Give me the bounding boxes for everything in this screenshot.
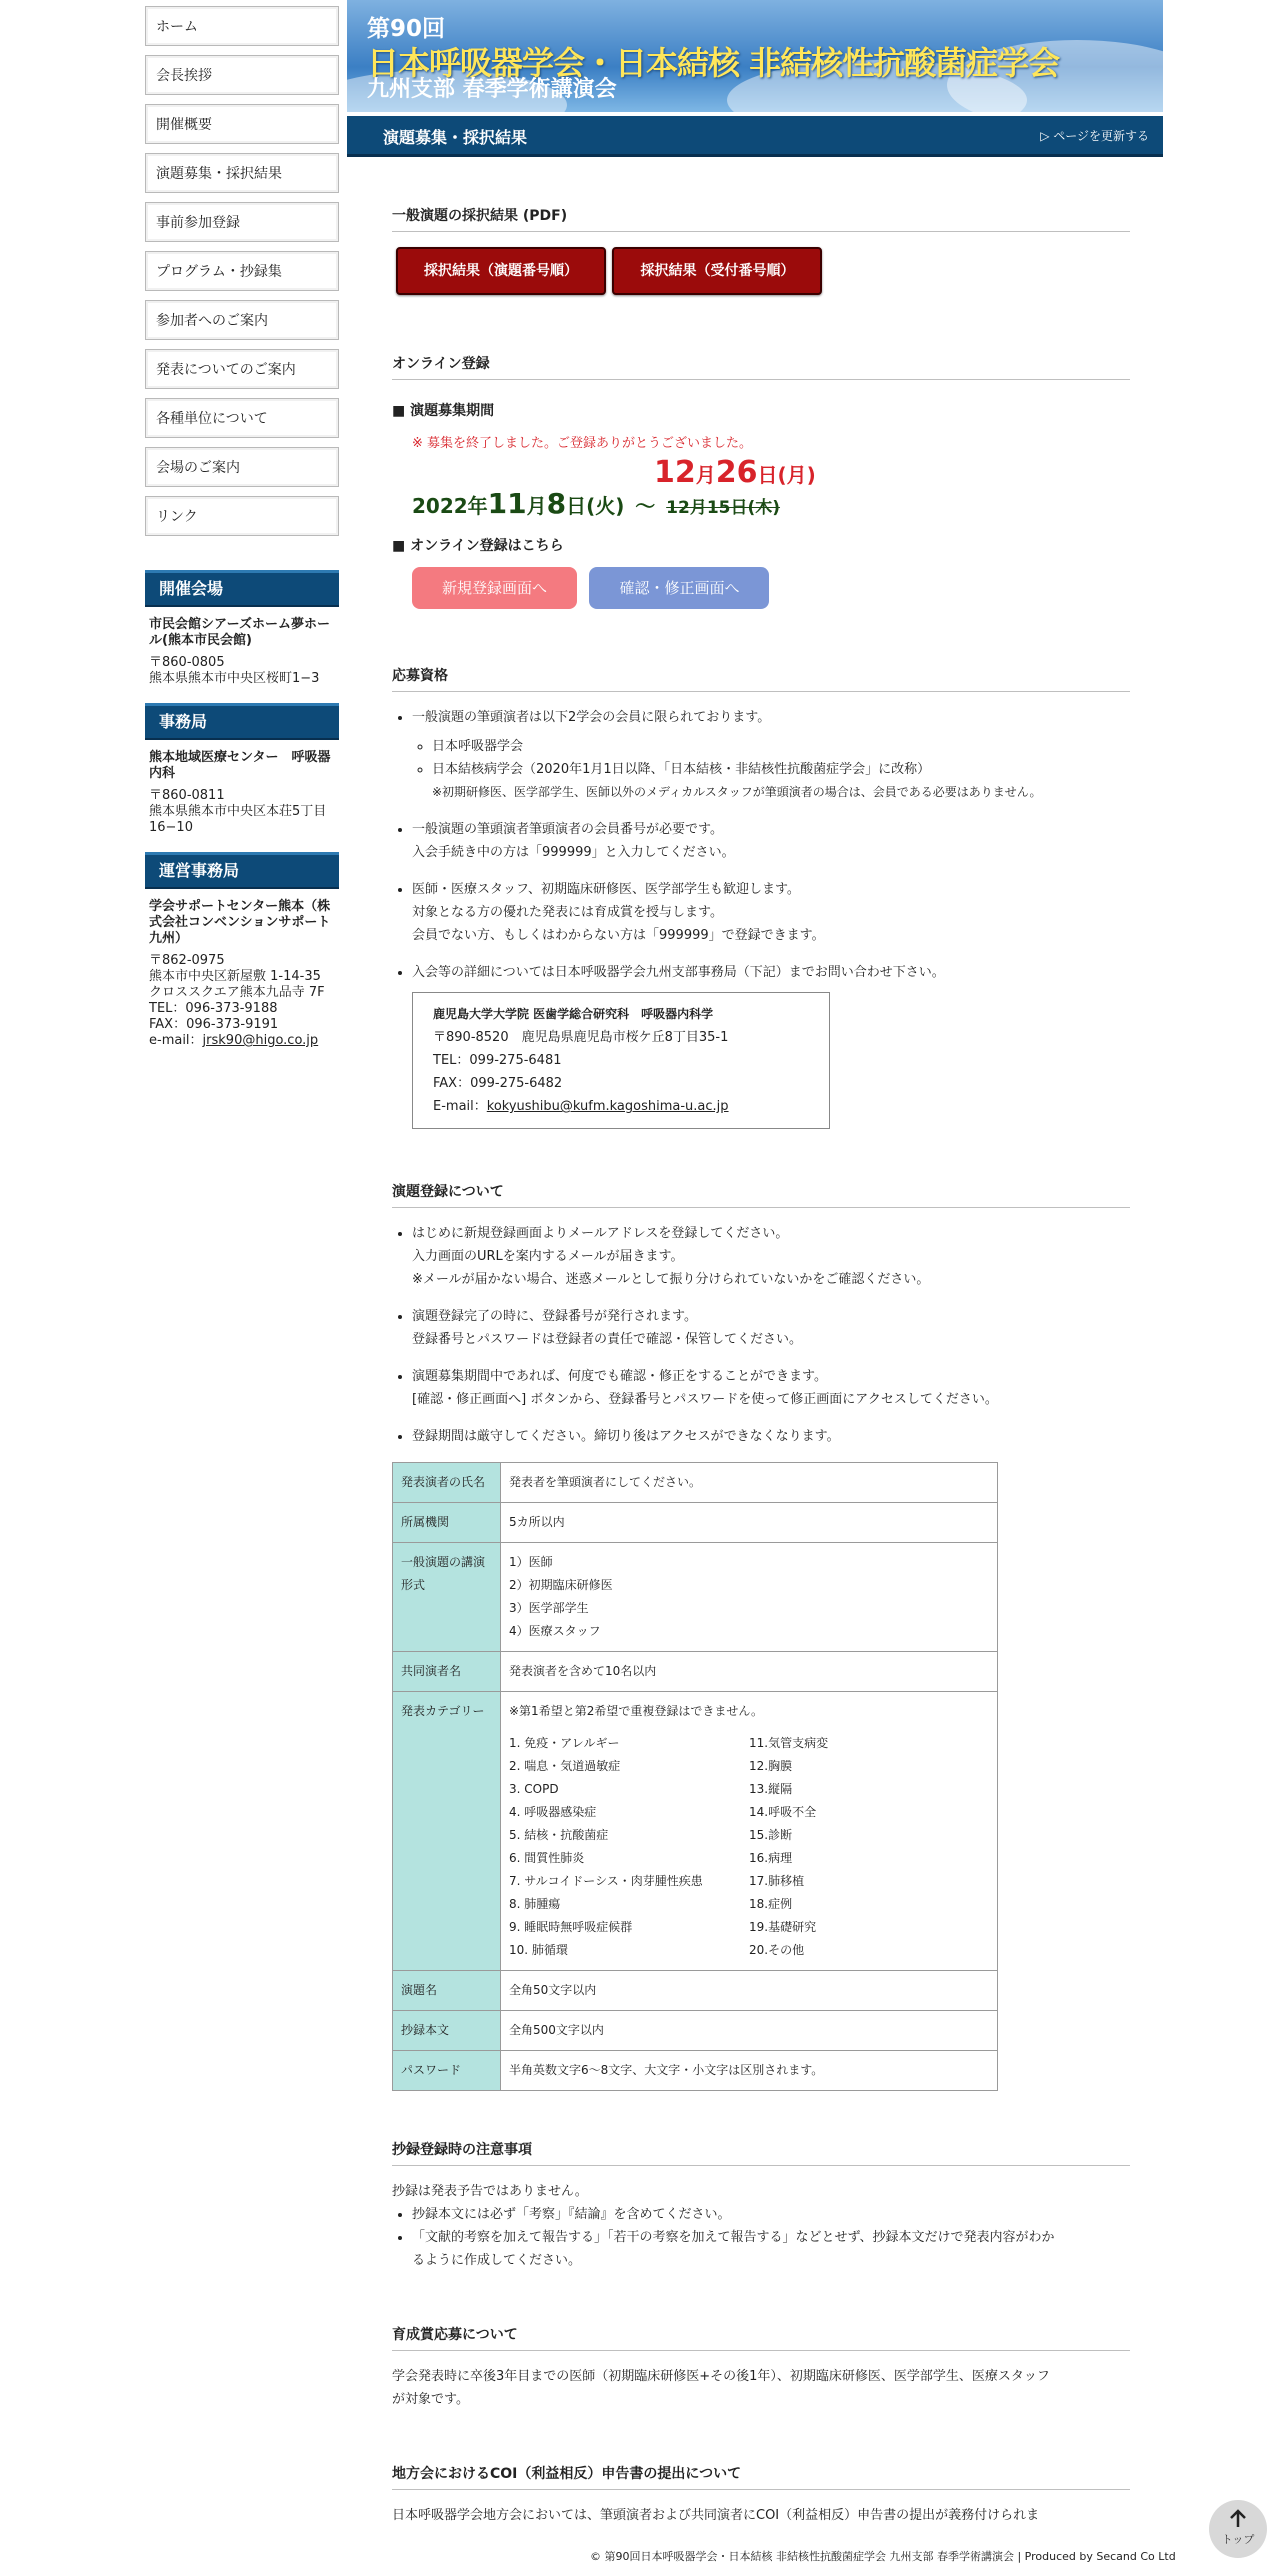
eligibility-b2-line1: 一般演題の筆頭演者筆頭演者の会員番号が必要です。 (412, 822, 723, 837)
secretariat-heading: 事務局 (145, 703, 339, 740)
member-note: ※初期研修医、医学部学生、医師以外のメディカルスタッフが筆頭演者の場合は、会員である必要はありません。 (432, 785, 1042, 799)
operations-building: クロススクエア熊本九品寺 7F (149, 985, 325, 1000)
coauthors-value: 発表演者を含めて10名以内 (501, 1652, 998, 1692)
page-title: 演題募集・採択結果 (383, 128, 528, 147)
category-item: 20.その他 (749, 1943, 805, 1957)
category-value (501, 1692, 998, 1971)
registration-b4: 登録期間は厳守してください。締切り後はアクセスができなくなります。 (412, 1429, 840, 1444)
registration-b2-line2: 登録番号とパスワードは登録者の責任で確認・保管してください。 (412, 1332, 803, 1347)
category-item: 17.肺移植 (749, 1874, 805, 1888)
abstract-notes-intro: 抄録は発表予告ではありません。 (392, 2184, 588, 2199)
closed-notice: ※ 募集を終了しました。ご登録ありがとうございました。 (412, 436, 753, 451)
registration-b1-line1: はじめに新規登録画面よりメールアドレスを登録してください。 (412, 1226, 789, 1241)
table-row (393, 2011, 998, 2051)
password-value: 半角英数文字6～8文字、大文字・小文字は区別されます。 (501, 2051, 998, 2091)
category-note: ※第1希望と第2希望で重複登録はできません。 (509, 1704, 764, 1718)
old-end-date: 12月15日(木) (666, 498, 781, 518)
operations-address: 熊本市中央区新屋敷 1-14-35 (149, 969, 321, 984)
list-item (412, 818, 1130, 864)
category-item: 8. 肺腫瘍 (509, 1897, 561, 1911)
table-row (393, 1543, 998, 1652)
new-weekday: (月) (777, 463, 816, 487)
venue-info (145, 607, 339, 689)
category-label: 発表カテゴリー (393, 1692, 501, 1971)
contact-email-label: E-mail： (433, 1099, 487, 1114)
affiliation-label: 所属機関 (393, 1503, 501, 1543)
title-value: 全角50文字以内 (501, 1971, 998, 2011)
operations-email-row (149, 1033, 335, 1049)
category-item: 9. 睡眠時無呼吸症候群 (509, 1920, 633, 1934)
coauthors-label: 共同演者名 (393, 1652, 501, 1692)
results-heading: 一般演題の採択結果 (PDF) (392, 205, 1130, 232)
society-list (412, 735, 1130, 804)
header-subtitle: 九州支部 春季学術講演会 (367, 77, 617, 102)
contact-name: 鹿児島大学大学院 医歯学総合研究科 呼吸器内科学 (433, 1007, 714, 1021)
award-line1: 学会発表時に卒後3年目までの医師（初期臨床研修医+その後1年）、初期臨床研修医、医学部学生、医療スタッフ (392, 2369, 1050, 2384)
list-item (412, 2226, 1130, 2272)
sidebar (145, 6, 339, 1051)
award-heading: 育成賞応募について (392, 2324, 1130, 2351)
coi-text: 日本呼吸器学会地方会においては、筆頭演者および共同演者にCOI（利益相反）申告書の提出が義務付けられま (392, 2508, 1040, 2523)
header-edition: 第90回 (367, 16, 446, 42)
period-heading: ■ 演題募集期間 (392, 403, 495, 419)
start-year: 2022年 (412, 494, 488, 518)
abstract-note-b2-line1: 「文献的考察を加えて報告する」「若干の考察を加えて報告する」などとせず、抄録本文だけで発表内容がわか (412, 2230, 1055, 2245)
nav-item-presenter-guide[interactable]: 発表についてのご案内 (145, 349, 339, 389)
list-item (412, 1365, 1130, 1411)
results-buttons (396, 247, 1130, 295)
period-new-end (654, 455, 816, 490)
results-by-receipt-button[interactable]: 採択結果（受付番号順） (612, 247, 822, 295)
abstract-label: 抄録本文 (393, 2011, 501, 2051)
eligibility-b3-line1: 医師・医療スタッフ、初期臨床研修医、医学部学生も歓迎します。 (412, 882, 800, 897)
period-dates (412, 453, 1130, 523)
category-item: 6. 間質性肺炎 (509, 1851, 585, 1865)
eligibility-b3-line2: 対象となる方の優れた発表には育成賞を授与します。 (412, 905, 723, 920)
contact-address: 〒890-8520 鹿児島県鹿児島市桜ケ丘8丁目35-1 (433, 1030, 729, 1045)
abstract-notes-heading: 抄録登録時の注意事項 (392, 2139, 1130, 2166)
new-day-unit: 日 (757, 463, 778, 487)
nav-item-abstracts[interactable]: 演題募集・採択結果 (145, 153, 339, 193)
registration-list (392, 1222, 1130, 1448)
start-day: 8 (546, 487, 567, 520)
category-item: 13.縦隔 (749, 1782, 793, 1796)
password-label: パスワード (393, 2051, 501, 2091)
contact-email-row (433, 1095, 809, 1118)
main-content (392, 205, 1130, 2527)
list-item (412, 1425, 1130, 1448)
results-by-number-button[interactable]: 採択結果（演題番号順） (396, 247, 606, 295)
category-item: 18.症例 (749, 1897, 793, 1911)
register-heading: ■ オンライン登録はこちら (392, 538, 564, 554)
list-item (412, 878, 1130, 947)
society-item (432, 758, 1130, 804)
presenter-value: 発表者を筆頭演者にしてください。 (501, 1463, 998, 1503)
format-option: 1）医師 (509, 1555, 553, 1569)
nav-item-home[interactable]: ホーム (145, 6, 339, 46)
society-item: ◦ 日本呼吸器学会 (432, 735, 1130, 758)
coi-heading: 地方会におけるCOI（利益相反）申告書の提出について (392, 2463, 1130, 2490)
table-row (393, 1503, 998, 1543)
new-month: 12 (654, 455, 696, 490)
nav-item-venue[interactable]: 会場のご案内 (145, 447, 339, 487)
registration-b2-line1: 演題登録完了の時に、登録番号が発行されます。 (412, 1309, 697, 1324)
period-tilde: 〜 (635, 494, 656, 518)
operations-postal: 〒862-0975 (149, 953, 225, 968)
back-to-top-label: トップ (1221, 2533, 1255, 2546)
format-label: 一般演題の講演形式 (393, 1543, 501, 1652)
category-item: 15.診断 (749, 1828, 793, 1842)
venue-address: 熊本県熊本市中央区桜町1−3 (149, 671, 320, 686)
secretariat-postal: 〒860-0811 (149, 788, 225, 803)
category-item: 16.病理 (749, 1851, 793, 1865)
back-to-top-button[interactable] (1209, 2500, 1267, 2558)
category-item: 7. サルコイドーシス・肉芽腫性疾患 (509, 1874, 703, 1888)
eligibility-b3-line3: 会員でない方、もしくはわからない方は「999999」で登録できます。 (412, 928, 825, 943)
registration-b3-line1: 演題募集期間中であれば、何度でも確認・修正をすることができます。 (412, 1369, 827, 1384)
format-value (501, 1543, 998, 1652)
category-item: 14.呼吸不全 (749, 1805, 817, 1819)
nav-item-program[interactable]: プログラム・抄録集 (145, 251, 339, 291)
operations-email-link[interactable]: jrsk90@higo.co.jp (202, 1033, 319, 1048)
category-item: 5. 結核・抗酸菌症 (509, 1828, 609, 1842)
secretariat-name: 熊本地域医療センター 呼吸器内科 (149, 750, 331, 781)
category-item: 11.気管支病変 (749, 1736, 829, 1750)
category-item: 4. 呼吸器感染症 (509, 1805, 597, 1819)
operations-info (145, 889, 339, 1051)
venue-name: 市民会館シアーズホーム夢ホール(熊本市民会館) (149, 617, 330, 648)
format-option: 3）医学部学生 (509, 1601, 589, 1615)
nav-item-attendee-guide[interactable]: 参加者へのご案内 (145, 300, 339, 340)
nav-item-links[interactable]: リンク (145, 496, 339, 536)
register-buttons (412, 567, 1130, 609)
category-item: 19.基礎研究 (749, 1920, 817, 1934)
abstract-note-b2-line2: るように作成してください。 (412, 2253, 582, 2268)
category-item: 12.胸膜 (749, 1759, 793, 1773)
format-option: 2）初期臨床研修医 (509, 1578, 613, 1592)
category-grid (509, 1732, 989, 1962)
nav-item-overview[interactable]: 開催概要 (145, 104, 339, 144)
registration-heading: 演題登録について (392, 1181, 1130, 1208)
presenter-label: 発表演者の氏名 (393, 1463, 501, 1503)
list-item (412, 961, 1130, 984)
format-option: 4）医療スタッフ (509, 1624, 601, 1638)
secretariat-address: 熊本県熊本市中央区本荘5丁目16−10 (149, 804, 327, 835)
table-row (393, 1971, 998, 2011)
abstract-notes-list (392, 2203, 1130, 2272)
eligibility-b4: 入会等の詳細については日本呼吸器学会九州支部事務局（下記）までお問い合わせ下さい。 (412, 965, 945, 980)
venue-heading: 開催会場 (145, 570, 339, 607)
venue-postal: 〒860-0805 (149, 655, 225, 670)
award-text (392, 2365, 1130, 2411)
eligibility-list (392, 706, 1130, 984)
new-month-unit: 月 (695, 463, 716, 487)
abstract-value: 全角500文字以内 (501, 2011, 998, 2051)
contact-fax: FAX：099-275-6482 (433, 1076, 563, 1091)
operations-heading: 運営事務局 (145, 852, 339, 889)
table-row (393, 2051, 998, 2091)
list-item: • 抄録本文には必ず「考察」『結論』を含めてください。 (412, 2203, 1130, 2226)
eligibility-b1: 一般演題の筆頭演者は以下2学会の会員に限られております。 (412, 710, 771, 725)
table-row (393, 1652, 998, 1692)
registration-b1-line3: ※メールが届かない場合、迷惑メールとして振り分けられていないかをご確認ください。 (412, 1272, 930, 1287)
list-item (412, 706, 1130, 804)
operations-name: 学会サポートセンター熊本（株式会社コンベンションサポート九州） (149, 899, 331, 946)
secretariat-info (145, 740, 339, 838)
list-item (412, 1222, 1130, 1291)
start-month: 11 (487, 487, 527, 520)
category-item: 2. 喘息・気道過敏症 (509, 1759, 621, 1773)
nav-item-credits[interactable]: 各種単位について (145, 398, 339, 438)
registration-b1-line2: 入力画面のURLを案内するメールが届きます。 (412, 1249, 684, 1264)
period-start (412, 487, 780, 520)
online-heading: オンライン登録 (392, 353, 1130, 380)
start-weekday: (火) (586, 494, 625, 518)
header-title: 日本呼吸器学会・日本結核 非結核性抗酸菌症学会 (367, 44, 1060, 82)
start-month-unit: 月 (526, 494, 547, 518)
nav-item-preregistration[interactable]: 事前参加登録 (145, 202, 339, 242)
start-day-unit: 日 (566, 494, 587, 518)
table-row (393, 1463, 998, 1503)
affiliation-value: 5カ所以内 (501, 1503, 998, 1543)
contact-email-link[interactable]: kokyushibu@kufm.kagoshima-u.ac.jp (486, 1099, 729, 1114)
registration-fields-table (392, 1462, 998, 2091)
new-day: 26 (715, 455, 758, 490)
list-item (412, 1305, 1130, 1351)
refresh-page-link[interactable]: ▷ ページを更新する (1040, 129, 1149, 143)
registration-b3-line2: [確認・修正画面へ] ボタンから、登録番号とパスワードを使って修正画面にアクセスしてください。 (412, 1392, 998, 1407)
confirm-edit-button[interactable]: 確認・修正画面へ (589, 567, 769, 609)
operations-tel: TEL：096-373-9188 (149, 1001, 278, 1016)
category-item: 3. COPD (509, 1782, 559, 1796)
nav-item-greeting[interactable]: 会長挨拶 (145, 55, 339, 95)
category-item: 1. 免疫・アレルギー (509, 1736, 620, 1750)
eligibility-heading: 応募資格 (392, 665, 1130, 692)
operations-fax: FAX：096-373-9191 (149, 1017, 279, 1032)
new-registration-button[interactable]: 新規登録画面へ (412, 567, 577, 609)
title-label: 演題名 (393, 1971, 501, 2011)
page-title-bar (347, 116, 1163, 157)
header-banner (347, 0, 1163, 112)
society-name: 日本結核病学会（2020年1月1日以降、「日本結核・非結核性抗酸菌症学会」に改称） (432, 762, 931, 777)
contact-box (412, 992, 830, 1129)
operations-email-label: e-mail： (149, 1033, 203, 1048)
award-line2: が対象です。 (392, 2392, 469, 2407)
contact-tel: TEL：099-275-6481 (433, 1053, 562, 1068)
arrow-up-icon (1227, 2508, 1249, 2530)
footer-copyright: © 第90回日本呼吸器学会・日本結核 非結核性抗酸菌症学会 九州支部 春季学術講演会 | Produced by Secand Co Ltd (590, 2550, 1176, 2563)
table-row (393, 1692, 998, 1971)
eligibility-b2-line2: 入会手続き中の方は「999999」と入力してください。 (412, 845, 735, 860)
category-item: 10. 肺循環 (509, 1943, 568, 1957)
